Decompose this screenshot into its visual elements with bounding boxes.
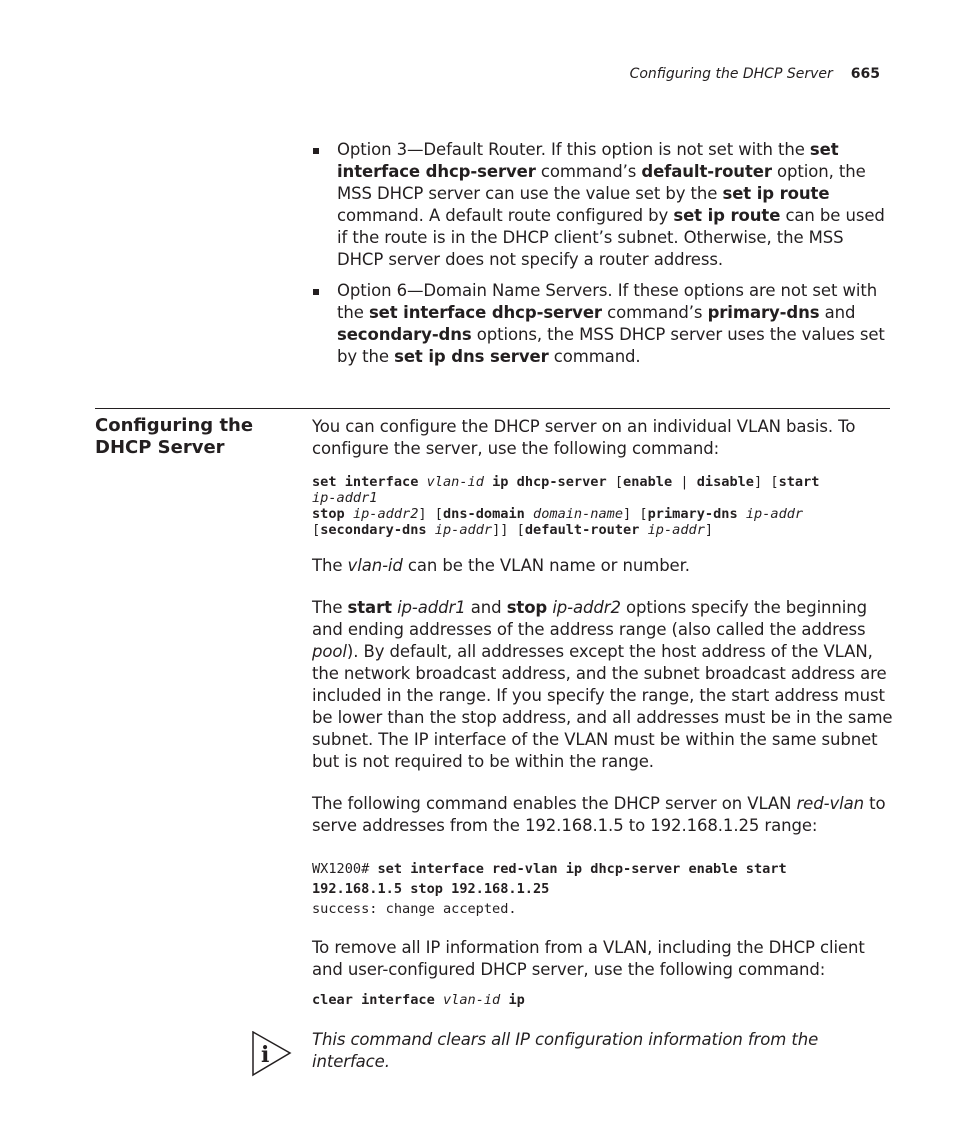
parameter: ip-addr2 [552,598,621,617]
keyword: secondary-dns [320,522,427,538]
example-command [312,859,894,919]
parameter: ip-addr1 [397,598,466,617]
keyword: set interface [312,474,419,490]
bullet-square-icon [313,148,319,154]
parameter: vlan-id [442,992,501,1008]
bracket: ]] [ [492,522,525,538]
parameter: vlan-id [426,474,484,490]
section-divider [95,408,890,409]
keyword: clear interface [312,992,435,1008]
keyword: default-router [524,522,640,538]
syntax-line-3 [312,506,894,522]
syntax-line-2 [312,490,894,506]
keyword: stop [312,506,345,522]
keyword: dns-domain [442,506,525,522]
text: Option 3—Default Router. If this option is not set with the [337,140,810,159]
parameter: domain-name [533,506,624,522]
bullet-option-3 [312,139,892,271]
bracket: [ [606,474,624,490]
running-header [630,66,880,82]
text: The [312,598,348,617]
command-term: default-router [641,162,772,181]
clear-command-line [312,992,894,1008]
text: can be the VLAN name or number. [402,556,690,575]
note-text: This command clears all IP configuration information from the interface. [312,1030,819,1071]
range-paragraph [312,597,894,773]
text: The following command enables the DHCP server on VLAN [312,794,797,813]
text: can be used if the route is in the DHCP client’s subnet. Otherwise, the MSS DHCP server does not specify a router address. [337,206,885,269]
example-intro-paragraph [312,793,894,837]
command-term: set ip dns server [394,347,549,366]
header-title: Configuring the DHCP Server [629,66,833,82]
text: options specify the beginning and ending addresses of the address range (also called the address [312,598,867,639]
bullet-square-icon [313,289,319,295]
parameter: ip-addr [745,506,804,522]
text: Option 6—Domain Name Servers. If these options are not set with the [337,281,878,322]
bracket: ] [ [623,506,648,522]
option-bullet-list [312,139,892,377]
info-icon [252,1031,294,1077]
command-term: set ip route [722,184,830,203]
command-term: set interface dhcp-server [337,140,839,181]
command-syntax [312,474,894,538]
command-term: set ip route [673,206,781,225]
keyword: primary-dns [647,506,738,522]
cli-command: set interface red-vlan ip dhcp-server enable start [377,861,787,877]
vlan-name: red-vlan [796,794,864,813]
syntax-line-4 [312,522,894,538]
remove-paragraph: To remove all IP information from a VLAN, including the DHCP client and user-configured DHCP server, use the following command: [312,938,865,979]
keyword: ip [508,992,525,1008]
keyword: disable [696,474,754,490]
keyword: start [778,474,820,490]
keyword: enable [623,474,673,490]
example-line-2 [312,879,894,899]
text: ). By default, all addresses except the host address of the VLAN, the network broadcast address, and the subnet broadcast address are included in the range. If you specify the range, the start address must be lower than the stop address, and all addresses must be in the same subnet. The IP interface of the VLAN must be within the same subnet but is not required to be within the range. [312,642,893,771]
bracket: [ [312,522,321,538]
text: command. [548,347,641,366]
section-heading: Configuring the DHCP Server [95,415,254,458]
text: option, the MSS DHCP server can use the value set by the [337,162,866,203]
separator: | [672,474,697,490]
command-term: primary-dns [707,303,820,322]
keyword: start [347,598,392,617]
clear-command [312,992,894,1008]
text: command’s [601,303,708,322]
command-term: secondary-dns [337,325,472,344]
keyword: stop [506,598,548,617]
parameter: ip-addr1 [312,490,378,506]
intro-paragraph: You can configure the DHCP server on an individual VLAN basis. To configure the server, use the following command: [312,417,856,458]
text: and [465,598,507,617]
cli-command: 192.168.1.5 stop 192.168.1.25 [312,881,550,897]
text: and [819,303,856,322]
keyword: ip dhcp-server [492,474,607,490]
parameter: vlan-id [347,556,403,575]
example-output: success: change accepted. [312,901,517,917]
command-term: set interface dhcp-server [368,303,602,322]
parameter: ip-addr [647,522,705,538]
page-number: 665 [850,66,880,82]
parameter: ip-addr2 [352,506,419,522]
bracket: ] [ [418,506,443,522]
cli-prompt: WX1200# [312,861,378,877]
term: pool [312,642,347,661]
text: command’s [535,162,642,181]
syntax-line-1 [312,474,894,490]
text: The [312,556,348,575]
bullet-option-6 [312,280,892,368]
svg-text:i: i [261,1042,270,1068]
vlan-id-paragraph [312,555,894,577]
text: to serve addresses from the 192.168.1.5 to 192.168.1.25 range: [312,794,886,835]
bracket: ] [704,522,714,538]
text: command. A default route configured by [337,206,674,225]
example-line-1 [312,859,894,879]
parameter: ip-addr [434,522,493,538]
text: options, the MSS DHCP server uses the values set by the [337,325,885,366]
bracket: ] [ [754,474,779,490]
